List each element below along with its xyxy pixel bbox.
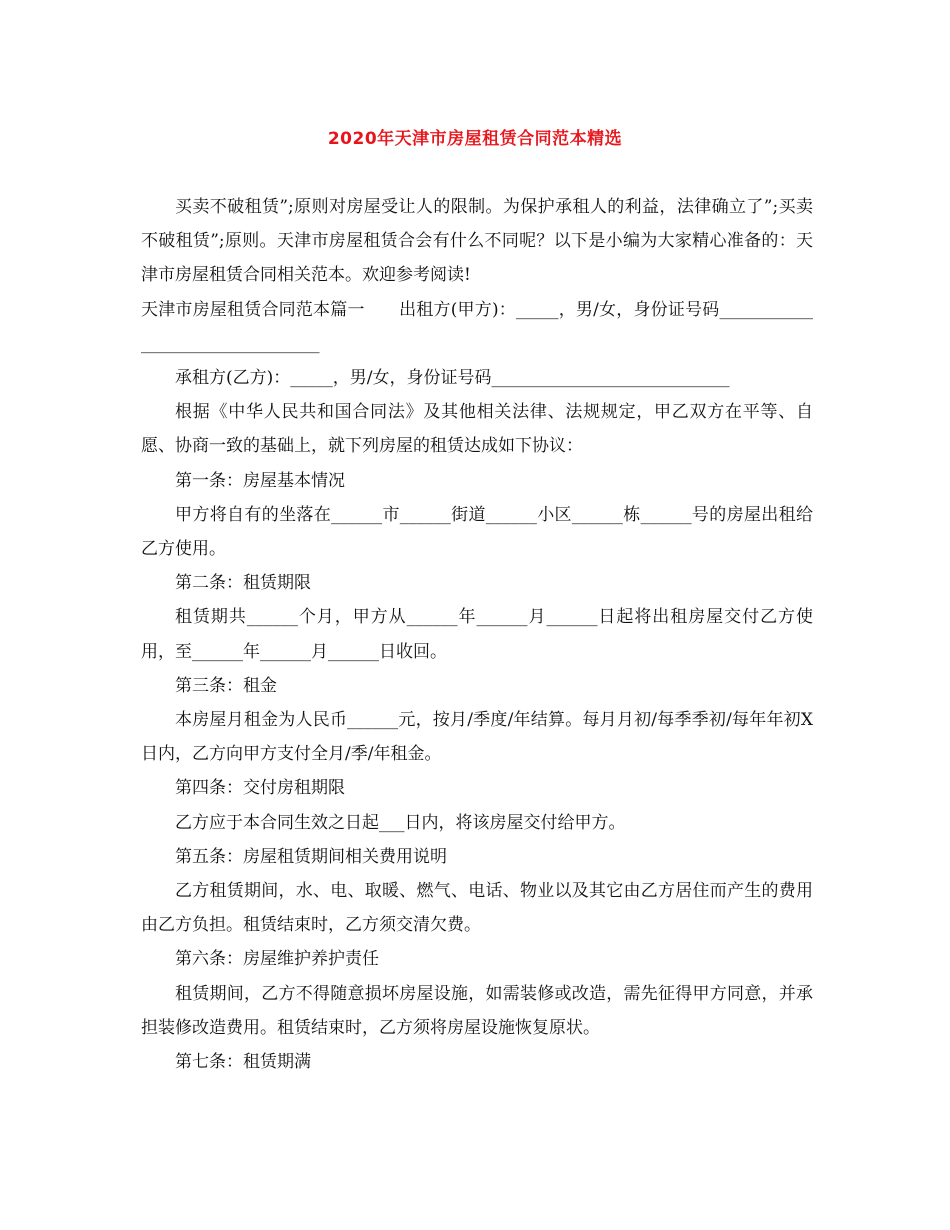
article-4-body: 乙方应于本合同生效之日起___日内，将该房屋交付给甲方。 — [175, 812, 626, 833]
preamble-paragraph: 根据《中华人民共和国合同法》及其他相关法律、法规规定，甲乙双方在平等、自愿、协商一致的基础上，就下列房屋的租赁达成如下协议： — [141, 402, 813, 457]
article-5-body: 乙方租赁期间，水、电、取暖、燃气、电话、物业以及其它由乙方居住而产生的费用由乙方负担。租赁结束时，乙方须交清欠费。 — [141, 881, 813, 936]
article-3-body: 本房屋月租金为人民币______元，按月/季度/年结算。每月月初/每季季初/每年年初X日内，乙方向甲方支付全月/季/年租金。 — [141, 710, 813, 765]
lessee-line: 承租方(乙方)：_____，男/女，身份证号码____________________________ — [175, 368, 730, 389]
article-2-body: 租赁期共______个月，甲方从______年______月______日起将出租房屋交付乙方使用，至______年______月______日收回。 — [141, 607, 813, 662]
article-6-heading: 第六条：房屋维护养护责任 — [175, 949, 379, 970]
document-title: 2020年天津市房屋租赁合同范本精选 — [327, 129, 623, 149]
lessor-line: 天津市房屋租赁合同范本篇一 出租方(甲方)：_____，男/女，身份证号码________________________________ — [141, 299, 813, 354]
article-2-heading: 第二条：租赁期限 — [175, 573, 311, 594]
article-4-heading: 第四条：交付房租期限 — [175, 778, 345, 799]
article-1-body: 甲方将自有的坐落在______市______街道______小区______栋______号的房屋出租给乙方使用。 — [141, 504, 813, 560]
document-body — [141, 190, 813, 1079]
article-6-body: 租赁期间，乙方不得随意损坏房屋设施，如需装修或改造，需先征得甲方同意，并承担装修改造费用。租赁结束时，乙方须将房屋设施恢复原状。 — [141, 983, 813, 1038]
article-1-heading: 第一条：房屋基本情况 — [175, 470, 345, 491]
article-5-heading: 第五条：房屋租赁期间相关费用说明 — [175, 846, 447, 867]
article-7-heading: 第七条：租赁期满 — [175, 1052, 311, 1073]
article-3-heading: 第三条：租金 — [175, 675, 277, 696]
intro-paragraph: 买卖不破租赁”;原则对房屋受让人的限制。为保护承租人的利益，法律确立了”;买卖不破租赁”;原则。天津市房屋租赁合会有什么不同呢？以下是小编为大家精心准备的：天津市房屋租赁合同相关范本。欢迎参考阅读! — [141, 197, 813, 286]
